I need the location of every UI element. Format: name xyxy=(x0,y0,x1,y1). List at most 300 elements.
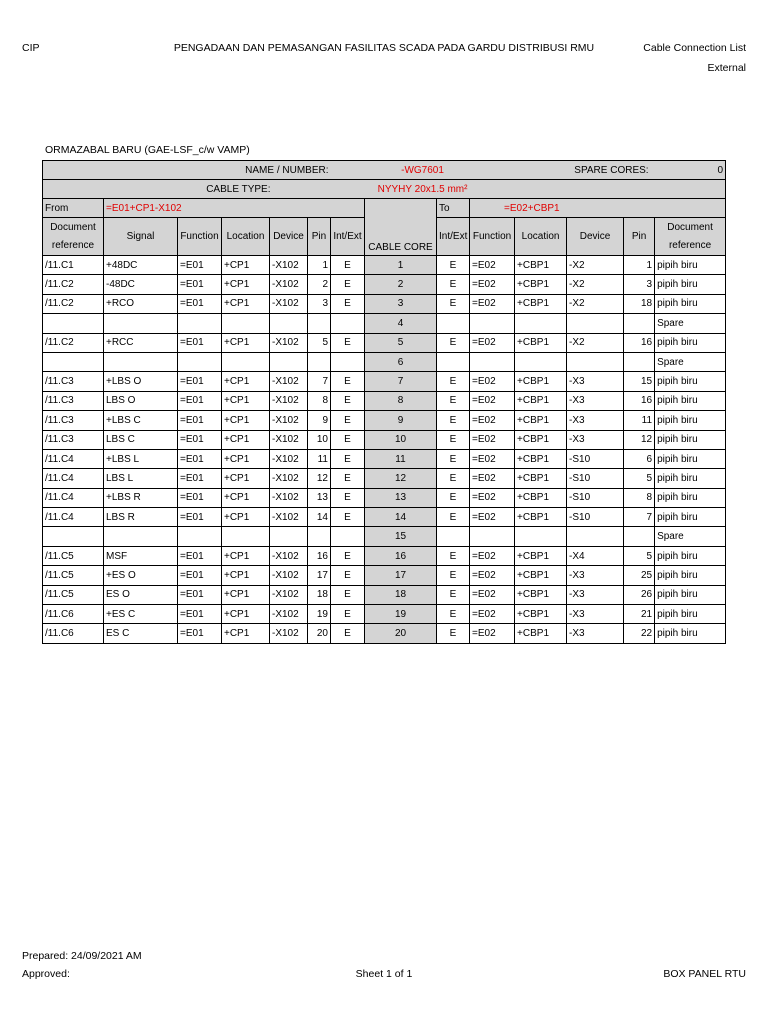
function-cell: =E01 xyxy=(178,372,222,391)
doc-ref-r-cell: pipih biru xyxy=(655,411,726,430)
cable-core-cell: 4 xyxy=(365,314,437,333)
doc-ref-r-cell: pipih biru xyxy=(655,566,726,585)
function-r-cell: =E02 xyxy=(470,469,515,488)
device-cell xyxy=(270,314,308,333)
cable-core-cell: 15 xyxy=(365,527,437,546)
function-cell: =E01 xyxy=(178,605,222,624)
pin-cell: 8 xyxy=(308,391,331,410)
location-r-cell: +CBP1 xyxy=(515,372,567,391)
function-cell: =E01 xyxy=(178,391,222,410)
int-ext-r-cell: E xyxy=(437,585,470,604)
function-r-cell: =E02 xyxy=(470,605,515,624)
doc-ref-r-cell: pipih biru xyxy=(655,624,726,643)
signal-cell: +LBS C xyxy=(104,411,178,430)
location-r-cell: +CBP1 xyxy=(515,449,567,468)
int-ext-cell: E xyxy=(331,566,365,585)
int-ext-r-cell: E xyxy=(437,294,470,313)
pin-cell: 2 xyxy=(308,275,331,294)
cable-core-cell: 13 xyxy=(365,488,437,507)
location-cell: +CP1 xyxy=(222,333,270,352)
device-cell: -X102 xyxy=(270,488,308,507)
device-r-cell: -S10 xyxy=(567,508,624,527)
table-row xyxy=(43,527,726,546)
location-r-cell xyxy=(515,352,567,371)
spare-label: SPARE CORES: xyxy=(515,161,655,180)
device-cell: -X102 xyxy=(270,585,308,604)
function-cell: =E01 xyxy=(178,430,222,449)
location-cell: +CP1 xyxy=(222,469,270,488)
name-value: -WG7601 xyxy=(331,161,515,180)
col-doc-ref-r: Document reference xyxy=(655,218,726,256)
signal-cell: LBS C xyxy=(104,430,178,449)
int-ext-cell: E xyxy=(331,275,365,294)
doc-ref-cell: /11.C4 xyxy=(43,449,104,468)
cable-value: NYYHY 20x1.5 mm² xyxy=(331,180,515,199)
doc-ref-r-cell: pipih biru xyxy=(655,430,726,449)
signal-cell xyxy=(104,314,178,333)
table-row xyxy=(43,566,726,585)
function-cell: =E01 xyxy=(178,275,222,294)
function-r-cell xyxy=(470,314,515,333)
table-row xyxy=(43,449,726,468)
table-row xyxy=(43,411,726,430)
location-cell: +CP1 xyxy=(222,391,270,410)
doc-ref-cell: /11.C3 xyxy=(43,411,104,430)
cable-core-cell: 18 xyxy=(365,585,437,604)
function-cell: =E01 xyxy=(178,546,222,565)
doc-ref-r-cell: Spare xyxy=(655,527,726,546)
device-r-cell: -X2 xyxy=(567,333,624,352)
location-r-cell: +CBP1 xyxy=(515,333,567,352)
doc-ref-r-cell: pipih biru xyxy=(655,333,726,352)
from-to-row xyxy=(43,199,726,218)
device-cell: -X102 xyxy=(270,411,308,430)
pin-r-cell xyxy=(624,314,655,333)
int-ext-cell: E xyxy=(331,256,365,275)
location-cell: +CP1 xyxy=(222,430,270,449)
cable-core-cell: 14 xyxy=(365,508,437,527)
int-ext-r-cell: E xyxy=(437,411,470,430)
location-r-cell: +CBP1 xyxy=(515,411,567,430)
int-ext-cell: E xyxy=(331,449,365,468)
device-cell: -X102 xyxy=(270,566,308,585)
int-ext-cell xyxy=(331,527,365,546)
location-r-cell: +CBP1 xyxy=(515,488,567,507)
pin-r-cell: 1 xyxy=(624,256,655,275)
function-r-cell: =E02 xyxy=(470,411,515,430)
panel-name: BOX PANEL RTU xyxy=(663,968,746,980)
location-cell: +CP1 xyxy=(222,256,270,275)
device-cell: -X102 xyxy=(270,469,308,488)
location-cell: +CP1 xyxy=(222,372,270,391)
table-row xyxy=(43,488,726,507)
function-cell: =E01 xyxy=(178,256,222,275)
cable-core-cell: 5 xyxy=(365,333,437,352)
location-r-cell: +CBP1 xyxy=(515,508,567,527)
function-r-cell xyxy=(470,527,515,546)
int-ext-cell xyxy=(331,352,365,371)
pin-r-cell: 6 xyxy=(624,449,655,468)
location-cell: +CP1 xyxy=(222,294,270,313)
doc-ref-cell xyxy=(43,314,104,333)
device-r-cell: -X2 xyxy=(567,256,624,275)
device-r-cell: -X2 xyxy=(567,275,624,294)
pin-r-cell: 12 xyxy=(624,430,655,449)
int-ext-r-cell xyxy=(437,352,470,371)
location-cell: +CP1 xyxy=(222,585,270,604)
pin-r-cell: 16 xyxy=(624,391,655,410)
doc-ref-cell: /11.C5 xyxy=(43,546,104,565)
document-title: PENGADAAN DAN PEMASANGAN FASILITAS SCADA PADA GARDU DISTRIBUSI RMU xyxy=(173,42,595,54)
location-r-cell: +CBP1 xyxy=(515,391,567,410)
pin-r-cell: 5 xyxy=(624,546,655,565)
function-r-cell: =E02 xyxy=(470,488,515,507)
location-r-cell: +CBP1 xyxy=(515,585,567,604)
table-row xyxy=(43,508,726,527)
function-r-cell: =E02 xyxy=(470,372,515,391)
device-r-cell: -S10 xyxy=(567,488,624,507)
pin-r-cell: 18 xyxy=(624,294,655,313)
pin-cell xyxy=(308,352,331,371)
document-scope: External xyxy=(707,62,746,74)
device-cell: -X102 xyxy=(270,624,308,643)
doc-ref-cell: /11.C6 xyxy=(43,605,104,624)
cable-core-cell: 16 xyxy=(365,546,437,565)
device-cell: -X102 xyxy=(270,449,308,468)
device-r-cell: -X3 xyxy=(567,430,624,449)
pin-r-cell: 3 xyxy=(624,275,655,294)
pin-cell: 20 xyxy=(308,624,331,643)
signal-cell xyxy=(104,352,178,371)
pin-cell: 18 xyxy=(308,585,331,604)
int-ext-cell: E xyxy=(331,391,365,410)
from-value: =E01+CP1-X102 xyxy=(104,199,365,218)
table-row xyxy=(43,333,726,352)
function-r-cell: =E02 xyxy=(470,430,515,449)
device-r-cell xyxy=(567,314,624,333)
pin-r-cell: 25 xyxy=(624,566,655,585)
function-r-cell: =E02 xyxy=(470,294,515,313)
function-r-cell: =E02 xyxy=(470,256,515,275)
doc-ref-cell: /11.C3 xyxy=(43,372,104,391)
device-cell: -X102 xyxy=(270,391,308,410)
location-r-cell xyxy=(515,314,567,333)
table-row xyxy=(43,294,726,313)
cable-label: CABLE TYPE: xyxy=(43,180,331,199)
col-location-r: Location xyxy=(515,218,567,256)
doc-ref-r-cell: pipih biru xyxy=(655,508,726,527)
col-pin-r: Pin xyxy=(624,218,655,256)
int-ext-r-cell: E xyxy=(437,333,470,352)
int-ext-r-cell: E xyxy=(437,391,470,410)
cable-core-cell: 7 xyxy=(365,372,437,391)
pin-cell xyxy=(308,314,331,333)
location-cell: +CP1 xyxy=(222,508,270,527)
function-cell: =E01 xyxy=(178,469,222,488)
to-label: To xyxy=(437,199,470,218)
signal-cell: MSF xyxy=(104,546,178,565)
function-cell: =E01 xyxy=(178,488,222,507)
int-ext-r-cell: E xyxy=(437,469,470,488)
function-r-cell: =E02 xyxy=(470,624,515,643)
info-row-cable xyxy=(43,180,726,199)
int-ext-cell: E xyxy=(331,624,365,643)
cable-core-cell: 20 xyxy=(365,624,437,643)
device-r-cell: -X3 xyxy=(567,624,624,643)
doc-ref-r-cell: pipih biru xyxy=(655,546,726,565)
doc-ref-cell: /11.C3 xyxy=(43,430,104,449)
location-cell xyxy=(222,352,270,371)
spare-value: 0 xyxy=(655,161,726,180)
doc-ref-r-cell: pipih biru xyxy=(655,488,726,507)
col-device-r: Device xyxy=(567,218,624,256)
pin-r-cell: 21 xyxy=(624,605,655,624)
from-label: From xyxy=(43,199,104,218)
int-ext-cell: E xyxy=(331,488,365,507)
int-ext-r-cell: E xyxy=(437,624,470,643)
function-cell: =E01 xyxy=(178,508,222,527)
function-r-cell xyxy=(470,352,515,371)
pin-r-cell: 26 xyxy=(624,585,655,604)
function-r-cell: =E02 xyxy=(470,566,515,585)
doc-ref-r-cell: pipih biru xyxy=(655,275,726,294)
device-r-cell: -S10 xyxy=(567,449,624,468)
function-cell: =E01 xyxy=(178,333,222,352)
signal-cell: LBS R xyxy=(104,508,178,527)
signal-cell: +ES O xyxy=(104,566,178,585)
doc-ref-cell: /11.C3 xyxy=(43,391,104,410)
panel-subtitle: ORMAZABAL BARU (GAE-LSF_c/w VAMP) xyxy=(45,144,250,156)
signal-cell: +RCC xyxy=(104,333,178,352)
function-cell: =E01 xyxy=(178,566,222,585)
function-cell: =E01 xyxy=(178,294,222,313)
signal-cell: LBS O xyxy=(104,391,178,410)
pin-cell: 7 xyxy=(308,372,331,391)
location-r-cell xyxy=(515,527,567,546)
location-r-cell: +CBP1 xyxy=(515,294,567,313)
doc-ref-r-cell: pipih biru xyxy=(655,372,726,391)
doc-ref-cell: /11.C4 xyxy=(43,508,104,527)
int-ext-cell: E xyxy=(331,411,365,430)
cable-core-cell: 11 xyxy=(365,449,437,468)
function-r-cell: =E02 xyxy=(470,508,515,527)
signal-cell: +RCO xyxy=(104,294,178,313)
signal-cell: +LBS O xyxy=(104,372,178,391)
table-row xyxy=(43,469,726,488)
table-row xyxy=(43,624,726,643)
location-r-cell: +CBP1 xyxy=(515,566,567,585)
int-ext-cell: E xyxy=(331,585,365,604)
device-cell: -X102 xyxy=(270,605,308,624)
pin-r-cell xyxy=(624,352,655,371)
pin-cell: 11 xyxy=(308,449,331,468)
doc-ref-r-cell: pipih biru xyxy=(655,605,726,624)
device-cell xyxy=(270,352,308,371)
int-ext-r-cell: E xyxy=(437,256,470,275)
pin-cell: 13 xyxy=(308,488,331,507)
int-ext-r-cell: E xyxy=(437,546,470,565)
device-cell: -X102 xyxy=(270,333,308,352)
device-r-cell xyxy=(567,352,624,371)
table-row xyxy=(43,585,726,604)
doc-ref-cell: /11.C4 xyxy=(43,469,104,488)
col-device: Device xyxy=(270,218,308,256)
signal-cell: +LBS R xyxy=(104,488,178,507)
int-ext-r-cell: E xyxy=(437,449,470,468)
cable-core-cell: 17 xyxy=(365,566,437,585)
table-row xyxy=(43,372,726,391)
device-cell xyxy=(270,527,308,546)
location-r-cell: +CBP1 xyxy=(515,275,567,294)
pin-cell: 3 xyxy=(308,294,331,313)
col-int-ext: Int/Ext xyxy=(331,218,365,256)
col-function-r: Function xyxy=(470,218,515,256)
function-cell: =E01 xyxy=(178,411,222,430)
int-ext-cell: E xyxy=(331,430,365,449)
function-r-cell: =E02 xyxy=(470,546,515,565)
col-doc-ref: Document reference xyxy=(43,218,104,256)
pin-r-cell xyxy=(624,527,655,546)
function-r-cell: =E02 xyxy=(470,275,515,294)
info-row-name xyxy=(43,161,726,180)
location-cell: +CP1 xyxy=(222,605,270,624)
device-cell: -X102 xyxy=(270,275,308,294)
int-ext-r-cell: E xyxy=(437,275,470,294)
int-ext-cell: E xyxy=(331,469,365,488)
col-signal: Signal xyxy=(104,218,178,256)
doc-ref-cell: /11.C2 xyxy=(43,333,104,352)
int-ext-cell: E xyxy=(331,372,365,391)
function-cell: =E01 xyxy=(178,585,222,604)
cable-core-cell: 2 xyxy=(365,275,437,294)
pin-r-cell: 5 xyxy=(624,469,655,488)
cable-core-cell: 19 xyxy=(365,605,437,624)
signal-cell: +ES C xyxy=(104,605,178,624)
doc-ref-cell: /11.C6 xyxy=(43,624,104,643)
int-ext-cell: E xyxy=(331,333,365,352)
location-cell: +CP1 xyxy=(222,546,270,565)
pin-cell: 12 xyxy=(308,469,331,488)
int-ext-r-cell: E xyxy=(437,508,470,527)
pin-cell: 16 xyxy=(308,546,331,565)
function-cell: =E01 xyxy=(178,449,222,468)
pin-cell xyxy=(308,527,331,546)
table-row xyxy=(43,391,726,410)
doc-ref-r-cell: pipih biru xyxy=(655,256,726,275)
signal-cell: ES O xyxy=(104,585,178,604)
col-int-ext-r: Int/Ext xyxy=(437,218,470,256)
cable-core-cell: 8 xyxy=(365,391,437,410)
table-row xyxy=(43,314,726,333)
device-cell: -X102 xyxy=(270,294,308,313)
int-ext-r-cell: E xyxy=(437,372,470,391)
location-cell xyxy=(222,527,270,546)
pin-cell: 9 xyxy=(308,411,331,430)
device-r-cell: -X3 xyxy=(567,566,624,585)
int-ext-r-cell: E xyxy=(437,605,470,624)
col-pin: Pin xyxy=(308,218,331,256)
to-value: =E02+CBP1 xyxy=(470,199,726,218)
doc-ref-r-cell: pipih biru xyxy=(655,585,726,604)
pin-r-cell: 15 xyxy=(624,372,655,391)
pin-r-cell: 11 xyxy=(624,411,655,430)
cable-core-cell: 9 xyxy=(365,411,437,430)
int-ext-r-cell xyxy=(437,527,470,546)
doc-ref-cell xyxy=(43,352,104,371)
location-cell: +CP1 xyxy=(222,624,270,643)
signal-cell: +LBS L xyxy=(104,449,178,468)
doc-ref-cell xyxy=(43,527,104,546)
table-row xyxy=(43,275,726,294)
pin-r-cell: 22 xyxy=(624,624,655,643)
doc-ref-cell: /11.C2 xyxy=(43,275,104,294)
document-type: Cable Connection List xyxy=(643,42,746,54)
table-row xyxy=(43,546,726,565)
function-r-cell: =E02 xyxy=(470,585,515,604)
col-location: Location xyxy=(222,218,270,256)
device-cell: -X102 xyxy=(270,546,308,565)
int-ext-r-cell: E xyxy=(437,566,470,585)
doc-ref-r-cell: Spare xyxy=(655,314,726,333)
doc-ref-r-cell: pipih biru xyxy=(655,294,726,313)
location-r-cell: +CBP1 xyxy=(515,605,567,624)
location-cell: +CP1 xyxy=(222,411,270,430)
table-row xyxy=(43,256,726,275)
location-r-cell: +CBP1 xyxy=(515,430,567,449)
pin-r-cell: 7 xyxy=(624,508,655,527)
doc-ref-r-cell: pipih biru xyxy=(655,449,726,468)
doc-ref-cell: /11.C2 xyxy=(43,294,104,313)
int-ext-r-cell: E xyxy=(437,488,470,507)
company-code: CIP xyxy=(22,42,40,54)
device-cell: -X102 xyxy=(270,372,308,391)
location-cell: +CP1 xyxy=(222,566,270,585)
int-ext-cell: E xyxy=(331,294,365,313)
device-r-cell: -X3 xyxy=(567,411,624,430)
device-r-cell: -X4 xyxy=(567,546,624,565)
device-r-cell: -S10 xyxy=(567,469,624,488)
cable-connection-table xyxy=(42,160,726,644)
cable-core-cell: 1 xyxy=(365,256,437,275)
doc-ref-cell: /11.C5 xyxy=(43,585,104,604)
cable-core-cell: 10 xyxy=(365,430,437,449)
cable-core-header: CABLE CORE xyxy=(365,199,437,256)
function-cell xyxy=(178,352,222,371)
doc-ref-r-cell: pipih biru xyxy=(655,391,726,410)
device-cell: -X102 xyxy=(270,430,308,449)
location-cell: +CP1 xyxy=(222,488,270,507)
int-ext-cell: E xyxy=(331,546,365,565)
function-cell: =E01 xyxy=(178,624,222,643)
location-cell: +CP1 xyxy=(222,275,270,294)
pin-r-cell: 16 xyxy=(624,333,655,352)
doc-ref-cell: /11.C4 xyxy=(43,488,104,507)
cable-core-cell: 6 xyxy=(365,352,437,371)
pin-cell: 10 xyxy=(308,430,331,449)
sheet-number: Sheet 1 of 1 xyxy=(355,968,413,980)
device-r-cell: -X3 xyxy=(567,372,624,391)
int-ext-r-cell: E xyxy=(437,430,470,449)
function-cell xyxy=(178,527,222,546)
approved-label: Approved: xyxy=(22,968,70,980)
int-ext-cell: E xyxy=(331,508,365,527)
table-row xyxy=(43,352,726,371)
function-r-cell: =E02 xyxy=(470,333,515,352)
int-ext-r-cell xyxy=(437,314,470,333)
signal-cell: LBS L xyxy=(104,469,178,488)
device-cell: -X102 xyxy=(270,256,308,275)
pin-cell: 17 xyxy=(308,566,331,585)
